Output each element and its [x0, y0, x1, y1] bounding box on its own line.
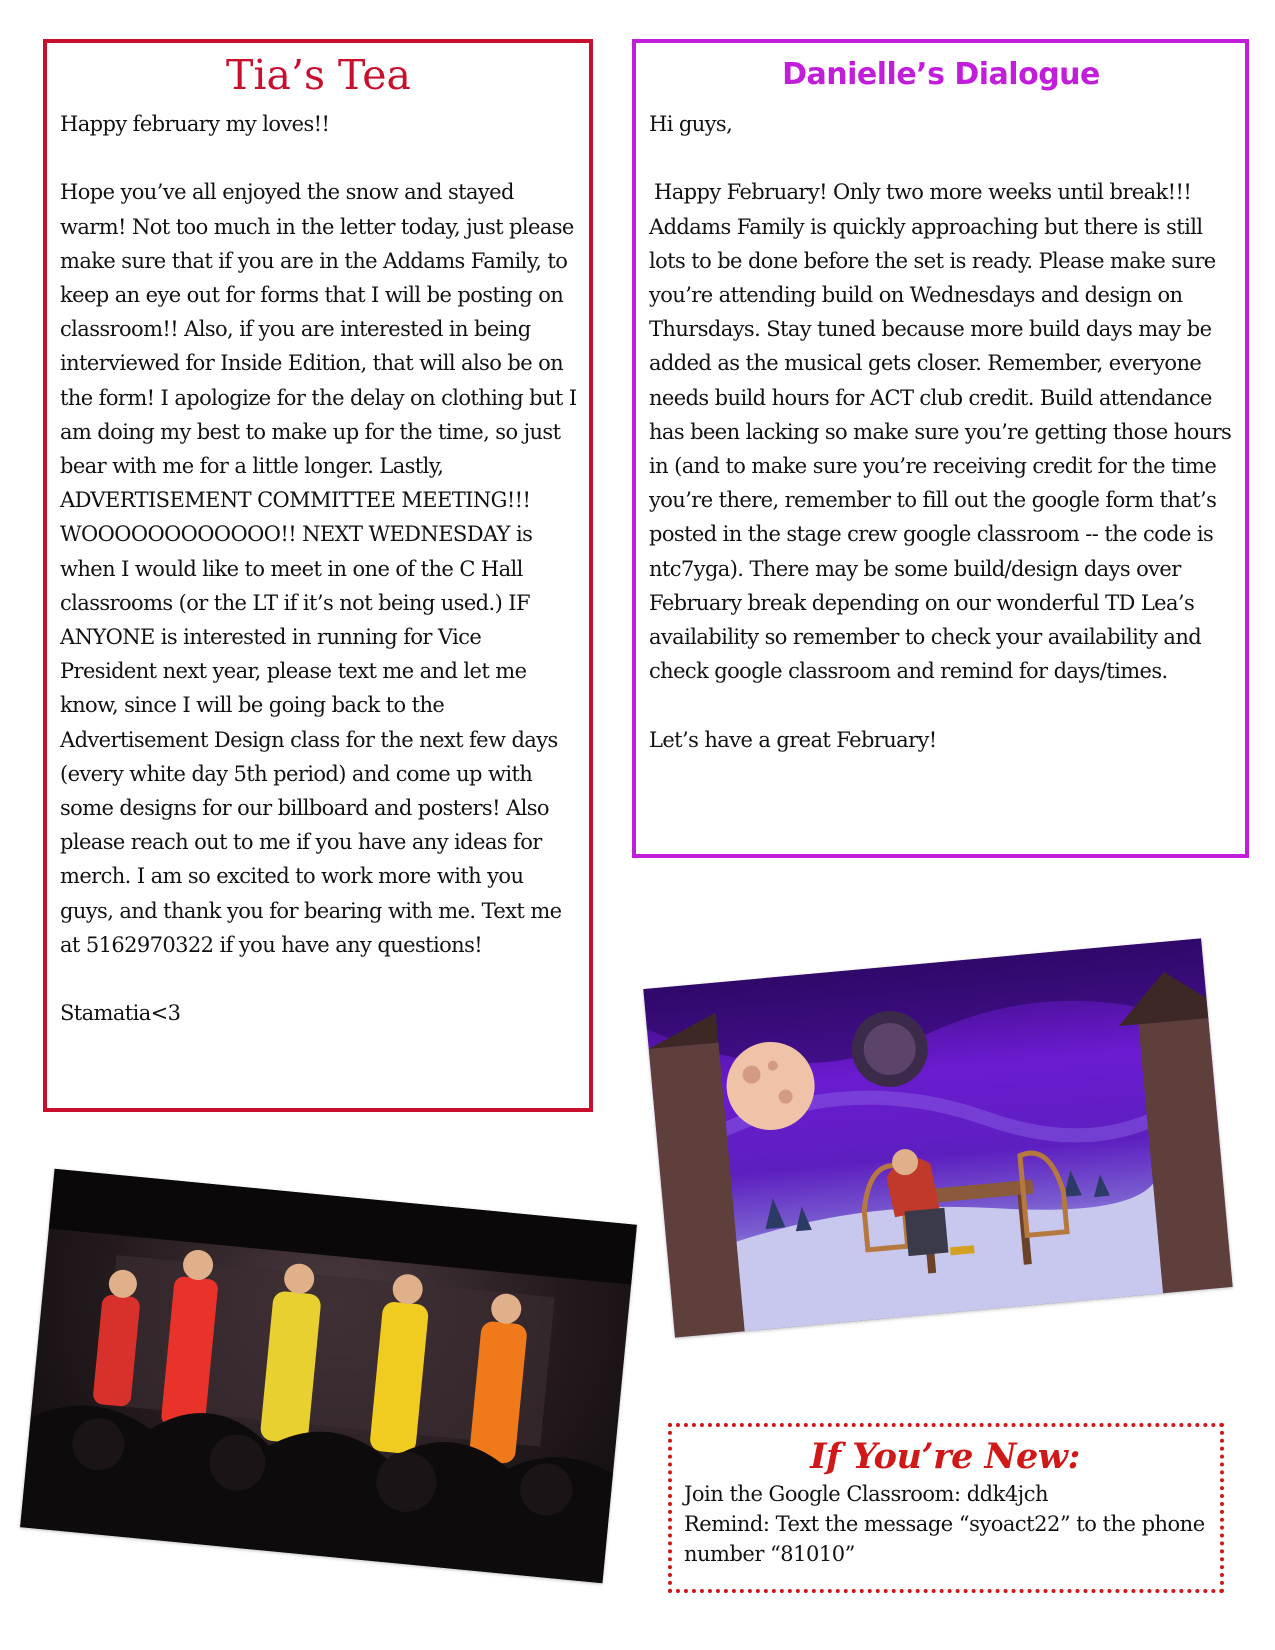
stage-photo-moon-set: [643, 938, 1232, 1337]
new-members-title: If You’re New:: [810, 1436, 1080, 1477]
danielles-dialogue-greeting: Hi guys,: [649, 112, 733, 136]
stage-photo-dance-number: [20, 1169, 637, 1583]
danielles-dialogue-title: Danielle’s Dialogue: [782, 57, 1100, 92]
tias-tea-body: [60, 107, 577, 1030]
tias-tea-signature: Stamatia<3: [60, 1001, 181, 1026]
tias-tea-column: [43, 39, 593, 1112]
remind-instructions: Remind: Text the message “syoact22” to the phone number “81010”: [684, 1512, 1205, 1566]
tias-tea-title: Tia’s Tea: [226, 51, 411, 99]
danielles-dialogue-message: Happy February! Only two more weeks until break!!! Addams Family is quickly approaching but there is still lots to be done before the set is ready. Please make sure you’re attending build on Wednesdays and design on Thursdays. Stay tuned because more build days may be added as the musical gets closer. Remember, everyone needs build hours for ACT club credit. Build attendance has been lacking so make sure you’re getting those hours in (and to make sure you’re receiving credit for the time you’re there, remember to fill out the google form that’s posted in the stage crew google classroom -- the code is ntc7yga). There may be some build/design days over February break depending on our wonderful TD Lea’s availability so remember to check your availability and check google classroom and remind for days/times.: [649, 180, 1232, 684]
stage-photo-moon-art: [643, 938, 1232, 1337]
google-classroom-code: Join the Google Classroom: ddk4jch: [684, 1482, 1048, 1506]
stage-photo-dance-art: [20, 1169, 637, 1583]
danielles-dialogue-column: [632, 39, 1249, 858]
tias-tea-greeting: Happy february my loves!!: [60, 112, 330, 136]
danielles-dialogue-body: [649, 107, 1233, 757]
tias-tea-message: Hope you’ve all enjoyed the snow and stayed warm! Not too much in the letter today, just please make sure that if you are in the Addams Family, to keep an eye out for forms that I will be posting on classroom!! Also, if you are interested in being interviewed for Inside Edition, that will also be on the form! I apologize for the delay on clothing but I am doing my best to make up for the time, so just bear with me for a little longer. Lastly, ADVERTISEMENT COMMITTEE MEETING!!! WOOOOOOOOOOOO!! NEXT WEDNESDAY is when I would like to meet in one of the C Hall classrooms (or the LT if it’s not being used.) IF ANYONE is interested in running for Vice President next year, please text me and let me know, since I will be going back to the Advertisement Design class for the next few days (every white day 5th period) and come up with some designs for our billboard and posters! Also please reach out to me if you have any ideas for merch. I am so excited to work more with you guys, and thank you for bearing with me. Text me at 5162970322 if you have any questions!: [60, 180, 577, 957]
new-members-box: [668, 1423, 1224, 1593]
danielles-dialogue-closing: Let’s have a great February!: [649, 727, 937, 752]
